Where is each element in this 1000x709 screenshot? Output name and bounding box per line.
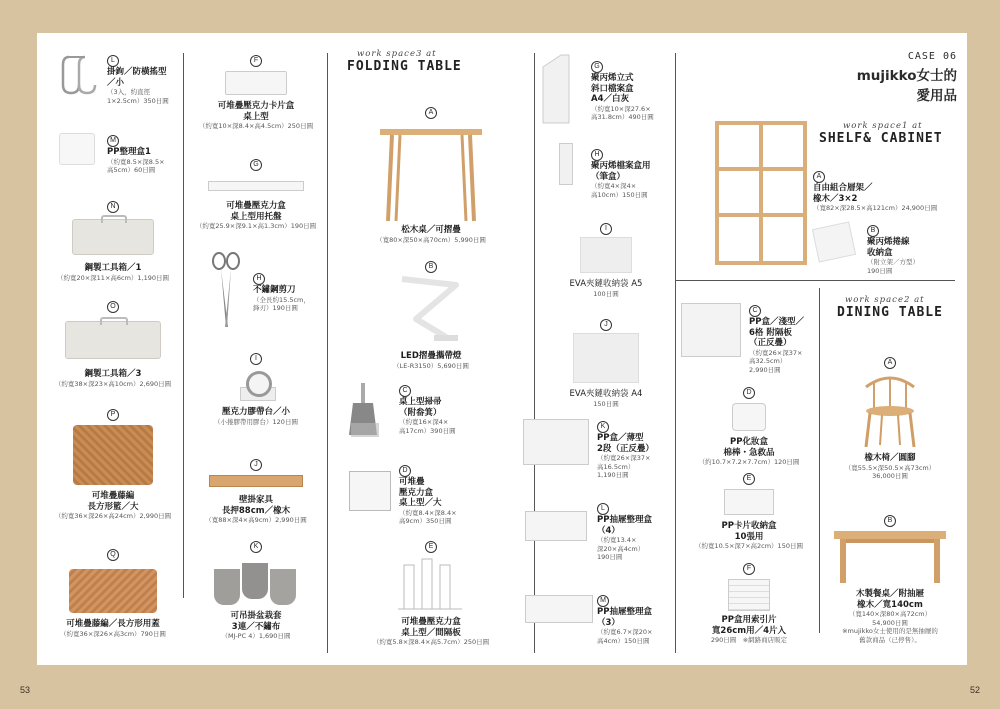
oak-shelf-image [715, 121, 807, 265]
product-name: 自由組合層架／ 橡木／3×2 [813, 183, 873, 204]
letter-badge: M [107, 135, 119, 147]
product-name: 聚丙烯立式 斜口檔案盒 A4／白灰 [591, 73, 634, 104]
acrylic-box-image [349, 471, 391, 511]
led-lamp-image [396, 275, 466, 347]
toolbox-large-image [65, 321, 161, 359]
case-title-line1: mujikko女士的 [856, 68, 957, 84]
index-tabs-image [728, 579, 770, 611]
product-detail: 100日圓 [593, 289, 619, 298]
page-number-right: 52 [969, 685, 980, 695]
product-name: PP盒／淺型／ 6格 附隔板 （正反疊） [749, 317, 804, 348]
eva-bag-a5-image [580, 237, 632, 273]
product-E-divider [333, 533, 529, 647]
product-detail: （LE-R3150）5,690日圓 [393, 361, 469, 370]
letter-badge: B [867, 225, 879, 237]
product-detail: （寬140×深80×高72cm） 54,900日圓 ※mujikko女士使用的是無抽屜的 舊款商品（已停售）。 [842, 610, 938, 644]
letter-badge: F [250, 55, 262, 67]
letter-badge: K [597, 421, 609, 433]
felt-planter-image [214, 555, 298, 607]
product-detail: （約寬10×深27.6× 高31.8cm）490日圓 [591, 104, 654, 121]
column-divider [534, 53, 535, 653]
letter-badge: K [250, 541, 262, 553]
product-detail: （寬82×深28.5×高121cm）24,900日圓 [813, 204, 938, 212]
desk-broom-image [347, 383, 383, 437]
product-B-lamp [333, 253, 529, 370]
product-name: 可堆疊壓克力盒 桌上型／間隔板 [401, 617, 461, 638]
pp-drawers-image [681, 303, 741, 357]
product-name: 木製餐桌／附抽屜 橡木／寬140cm [855, 589, 924, 610]
product-I-bag [539, 215, 673, 298]
product-P-basket [45, 401, 181, 521]
pp-organizer-4-image [525, 511, 587, 541]
pen-box-image [559, 143, 573, 185]
product-detail: （約寬20×深11×高6cm）1,190日圓 [56, 273, 170, 282]
letter-badge: H [591, 149, 603, 161]
case-label: CASE 06 [907, 51, 957, 62]
section-script: work space3 at [357, 49, 437, 59]
letter-badge: P [107, 409, 119, 421]
product-detail: （約寬4×深4× 高10cm）150日圓 [591, 182, 648, 199]
product-name: 鋼製工具箱／3 [84, 369, 142, 379]
column-divider [327, 53, 328, 653]
letter-badge: D [399, 465, 411, 477]
product-detail: （MJ-PC 4）1,690日圓 [221, 632, 291, 640]
letter-badge: E [743, 473, 755, 485]
pp-organizer-3-image [525, 595, 593, 623]
product-name: 壁掛家具 長押88cm／橡木 [221, 495, 291, 516]
cable-box-image [812, 221, 856, 262]
letter-badge: Q [107, 549, 119, 561]
letter-badge: A [884, 357, 896, 369]
letter-badge: L [107, 55, 119, 67]
product-name: 聚丙烯捲線 收納盒 [867, 237, 910, 258]
column-divider [675, 53, 676, 268]
section-title: DINING TABLE [837, 305, 943, 320]
product-name: 可吊掛盆栽套 3連／不鏽布 [230, 611, 282, 632]
product-F-cardbox [189, 47, 323, 131]
product-name: 鋼製工具箱／1 [84, 263, 142, 273]
rattan-lid-image [69, 569, 157, 613]
section-script: work space2 at [845, 295, 925, 305]
product-name: 桌上型掃帚 （附畚箕） [399, 397, 442, 418]
product-D-cosmetic [681, 379, 817, 467]
product-detail: （約寬36×深26×高24cm）2,990日圓 [54, 512, 172, 520]
letter-badge: E [425, 541, 437, 553]
product-O-toolbox [45, 293, 181, 388]
product-name: 不鏽鋼剪刀 [253, 285, 296, 295]
wall-rail-image [209, 475, 303, 487]
section-title: SHELF& CABINET [819, 131, 943, 146]
product-name: PP抽屜整理盒 （3） [597, 607, 652, 628]
product-E-cardcase [681, 465, 817, 551]
letter-badge: J [600, 319, 612, 331]
product-detail: （約10.7×7.2×7.7cm）120日圓 [698, 458, 800, 466]
product-name: EVA夾鏈收納袋 A5 [569, 279, 643, 289]
product-detail: （約寬25.9×深9.1×高1.3cm）190日圓 [195, 222, 317, 230]
product-name: 可堆疊藤編 長方形籃／大 [87, 491, 139, 512]
shelf-header [813, 121, 961, 146]
product-A-table [333, 99, 529, 244]
card-case-image [724, 489, 774, 515]
product-detail: （約寬36×深26×高3cm）790日圓 [60, 629, 166, 638]
product-J-rail [189, 451, 323, 525]
product-name: PP整理盒1 [107, 147, 151, 157]
letter-badge: L [597, 503, 609, 515]
product-name: PP卡片收納盒 10張用 [721, 521, 777, 542]
scissors-image [211, 251, 241, 329]
letter-badge: A [425, 107, 437, 119]
letter-badge: B [425, 261, 437, 273]
catalog-spread [37, 33, 967, 665]
product-name: PP盒用索引片 寬26cm用／4片入 [711, 615, 787, 636]
product-name: PP化妝盒 棉棒・急救品 [723, 437, 775, 458]
file-box-image [539, 53, 573, 125]
product-detail: （約寬26×深37× 高16.5cm） 1,190日圓 [597, 454, 651, 479]
product-G-tray [189, 151, 323, 231]
product-detail: （寬80×深50×高70cm）5,990日圓 [376, 235, 486, 244]
product-K-planter [189, 533, 323, 641]
acrylic-divider-image [396, 555, 466, 615]
pp-case-thin-image [523, 419, 589, 465]
product-A-chair [823, 349, 957, 481]
product-name: 橡木椅／圓腳 [864, 453, 916, 463]
hook-image [59, 51, 97, 99]
case-title-line2: 愛用品 [916, 88, 957, 104]
folding-table-image [376, 123, 486, 223]
eva-bag-a4-image [573, 333, 639, 383]
oak-chair-image [860, 369, 920, 449]
product-name: EVA夾鏈收納袋 A4 [569, 389, 643, 399]
product-detail: 290日圓 ※網路商店販定 [710, 636, 788, 644]
cosmetic-box-image [732, 403, 766, 431]
product-detail: 150日圓 [593, 399, 619, 408]
product-detail: （約寬13.4× 深20×高4cm） 190日圓 [597, 536, 645, 561]
product-detail: （全長約15.5cm， 鋒刃）190日圓 [253, 295, 310, 312]
letter-badge: M [597, 595, 609, 607]
letter-badge: C [399, 385, 411, 397]
dining-header [827, 295, 957, 320]
product-detail: （約寬26×深37× 高32.5cm） 2,990日圓 [749, 348, 803, 374]
product-detail: （約寬6.7×深20× 高4cm）150日圓 [597, 628, 653, 645]
product-name: 可堆疊壓克力卡片盒 桌上型 [217, 101, 295, 122]
product-A-shelf [813, 163, 963, 213]
product-detail: （寬55.5×深50.5×高73cm） 36,000日圓 [844, 463, 936, 480]
section-divider [675, 280, 955, 281]
rattan-basket-image [73, 425, 153, 485]
letter-badge: D [743, 387, 755, 399]
folding-table-header [333, 49, 529, 74]
product-detail: （附立架／方型） 190日圓 [867, 258, 919, 275]
section-script: work space1 at [843, 121, 923, 131]
letter-badge: G [250, 159, 262, 171]
product-N-toolbox [45, 193, 181, 282]
letter-badge: G [591, 61, 603, 73]
column-divider [819, 288, 820, 633]
product-detail: （寬88×深4×高9cm）2,990日圓 [205, 516, 307, 524]
letter-badge: H [253, 273, 265, 285]
product-F-index [681, 555, 817, 645]
product-name: 可堆疊藤編／長方形用蓋 [66, 619, 160, 629]
letter-badge: O [107, 301, 119, 313]
product-detail: （約寬10.5×深7×高2cm）150日圓 [695, 542, 803, 550]
letter-badge: C [749, 305, 761, 317]
product-J-bag [539, 311, 673, 408]
product-detail: （約寬8.4×深8.4× 高9cm）350日圓 [399, 508, 457, 525]
section-title: FOLDING TABLE [347, 59, 462, 74]
tape-dispenser-image [236, 371, 276, 401]
page-number-left: 53 [20, 685, 31, 695]
product-name: 掛鉤／防橫搖型 ／小 [107, 67, 167, 88]
product-detail: （約寬8.5×深8.5× 高5cm）60日圓 [107, 157, 165, 174]
case-header [807, 51, 957, 104]
product-name: 可堆疊壓克力盒 桌上型用托盤 [226, 201, 286, 222]
product-name: 松木桌／可摺疊 [401, 225, 461, 235]
product-detail: （3入，約直徑 1×2.5cm）350日圓 [107, 88, 169, 105]
product-name: 可堆疊 壓克力盒 桌上型／大 [399, 477, 442, 508]
product-detail: （約寬10×深8.4×高4.5cm）250日圓 [198, 122, 314, 130]
product-detail: （約寬38×深23×高10cm）2,690日圓 [54, 379, 172, 388]
letter-badge: B [884, 515, 896, 527]
toolbox-small-image [72, 219, 154, 255]
letter-badge: A [813, 171, 825, 183]
product-name: PP抽屜整理盒 （4） [597, 515, 652, 536]
wood-dining-table-image [832, 529, 948, 585]
letter-badge: J [250, 459, 262, 471]
product-name: PP盒／薄型 2段（正反疊） [597, 433, 654, 454]
acrylic-tray-image [208, 181, 304, 191]
product-name: 聚丙烯檔案盒用 （筆盒） [591, 161, 651, 182]
letter-badge: F [743, 563, 755, 575]
letter-badge: N [107, 201, 119, 213]
pp-box-image [59, 133, 95, 165]
letter-badge: I [250, 353, 262, 365]
acrylic-cardbox-image [225, 71, 287, 95]
letter-badge: I [600, 223, 612, 235]
product-Q-lid [45, 541, 181, 638]
product-detail: （小捲膠帶用膠台）120日圓 [214, 417, 298, 426]
product-name: LED摺疊攜帶燈 [400, 351, 462, 361]
product-B-table [823, 507, 957, 644]
product-detail: （約寬5.8×深8.4×高5.7cm）250日圓 [372, 638, 490, 646]
product-I-tape [189, 345, 323, 426]
product-detail: （約寬16×深4× 高17cm）390日圓 [399, 418, 456, 435]
product-name: 壓克力膠帶台／小 [221, 407, 290, 417]
